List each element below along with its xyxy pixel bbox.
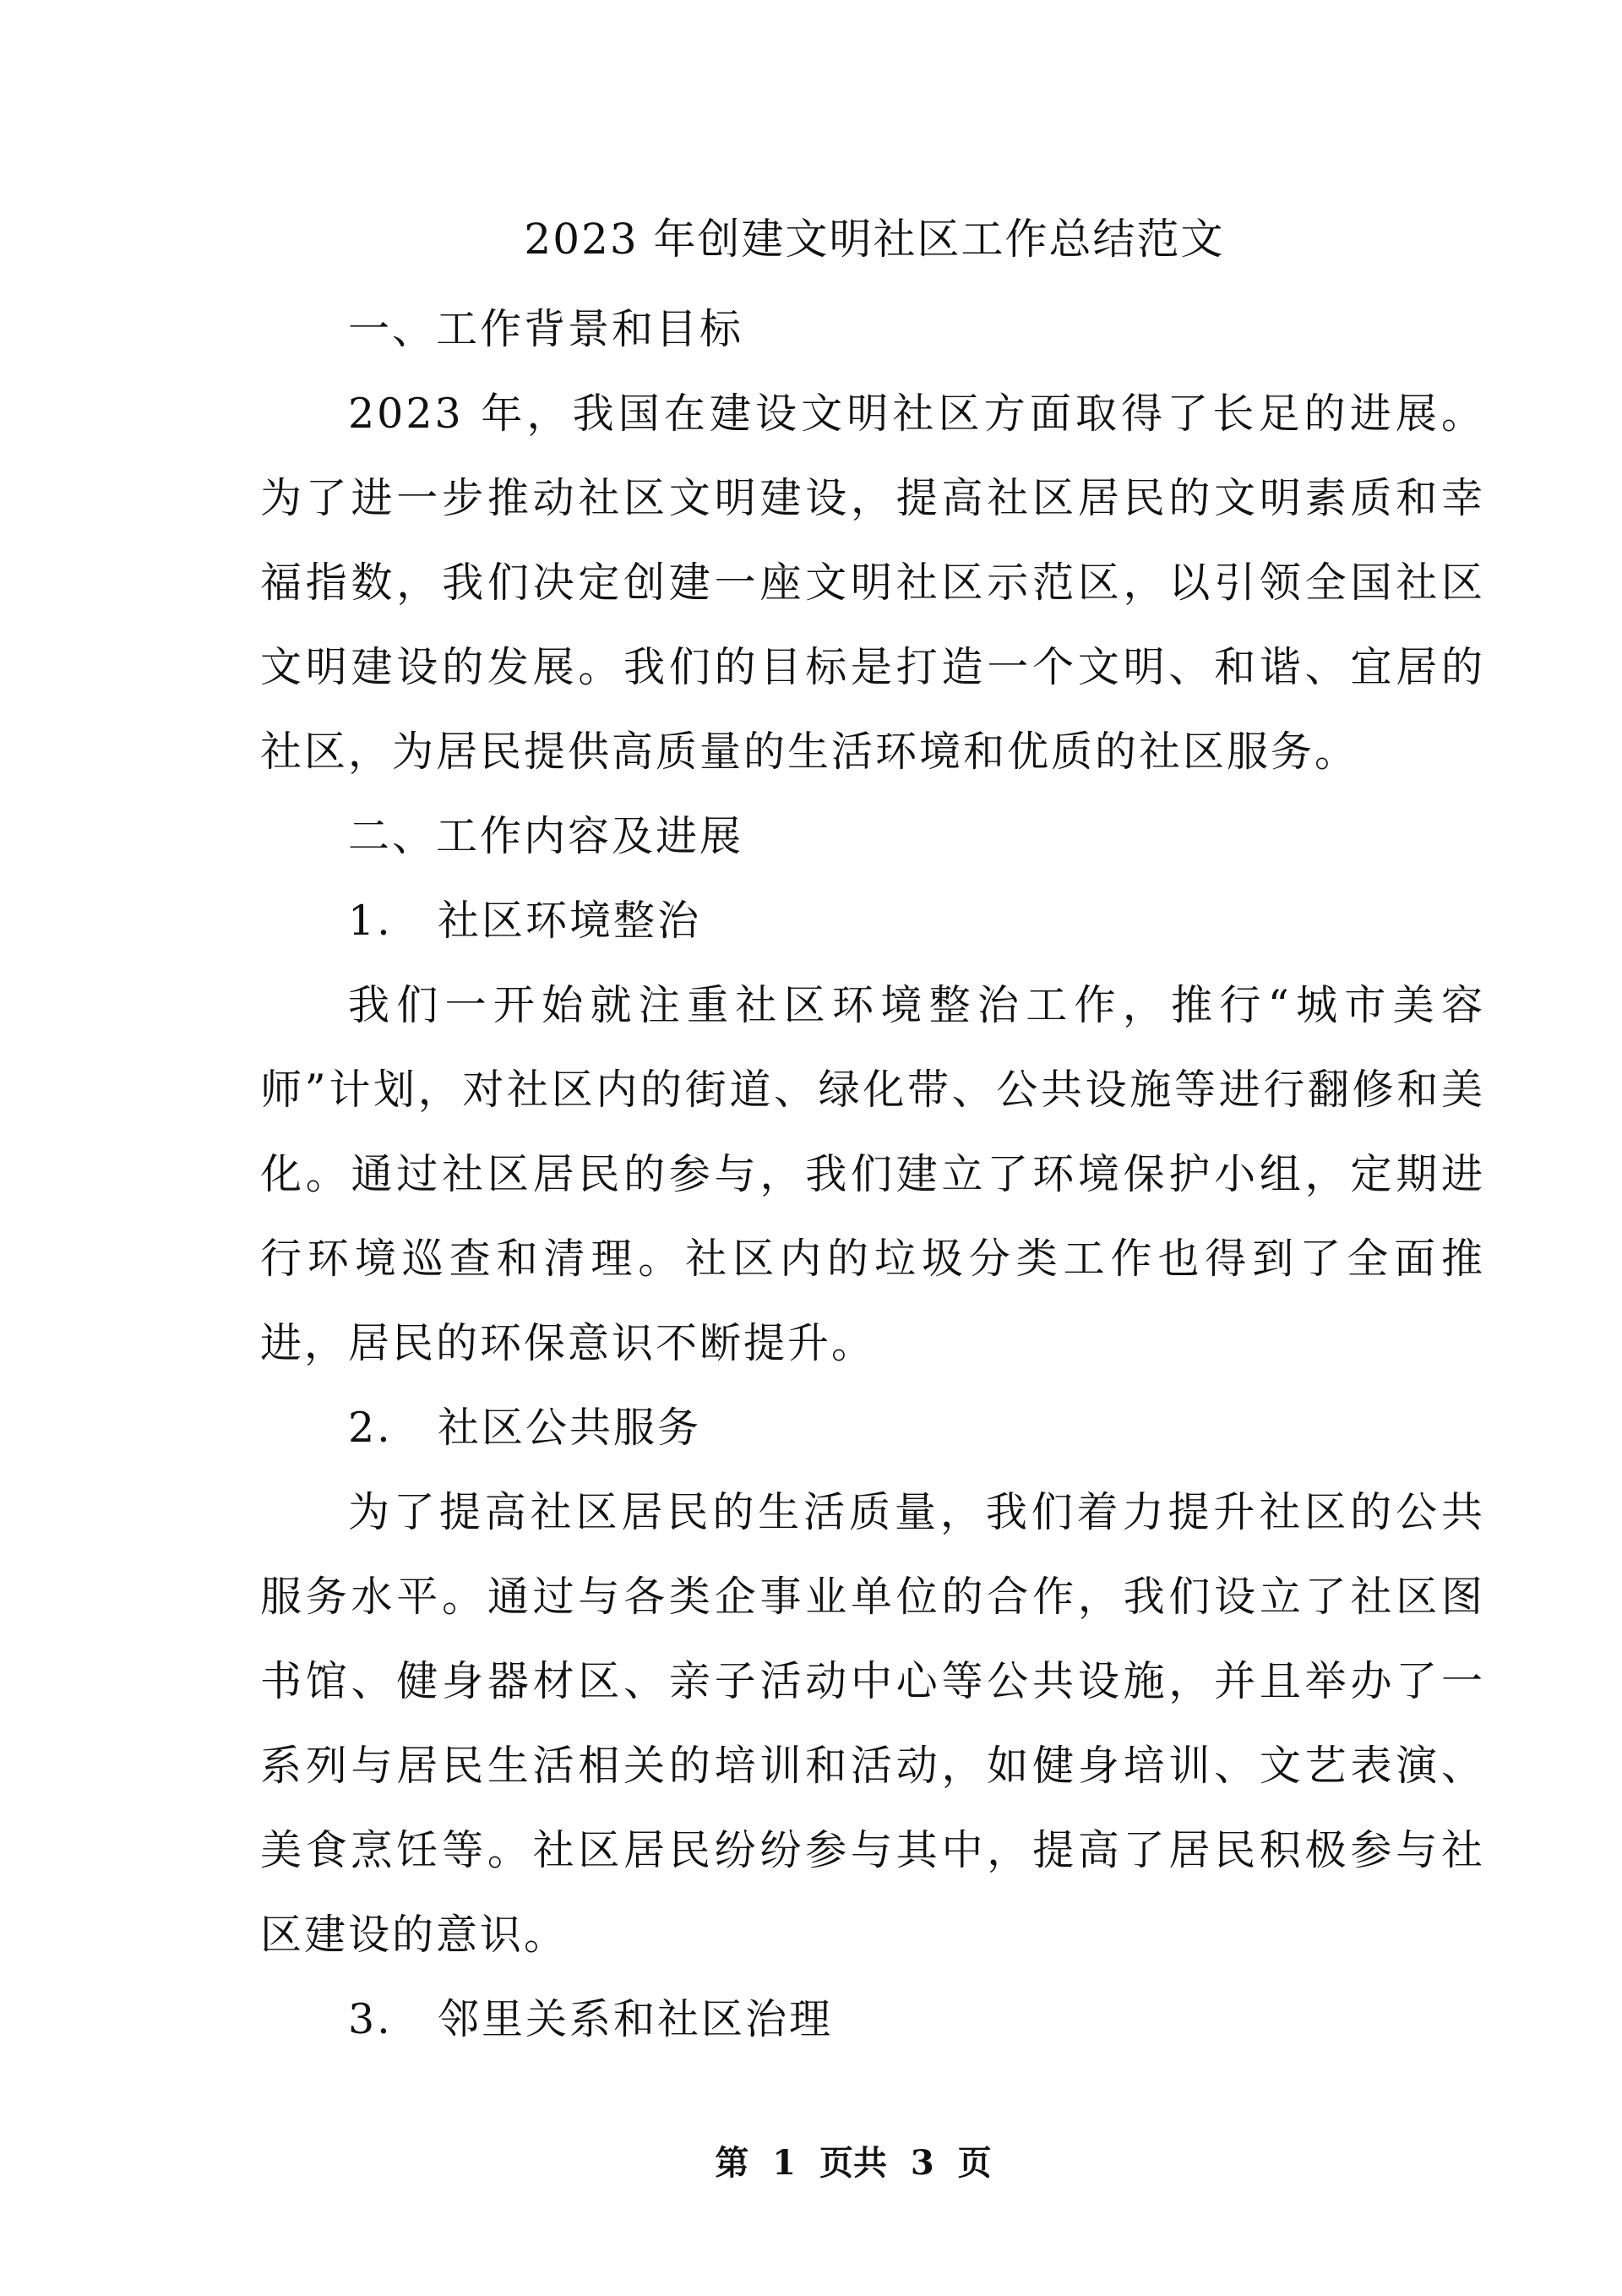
item-number: 3. [348,1995,393,2043]
item-title: 社区公共服务 [438,1404,702,1452]
subsection-heading-environment [260,879,1485,963]
document-title: 2023 年创建文明社区工作总结范文 [524,215,1225,264]
page-footer: 第 1 页共 3 页 [715,2143,992,2183]
subsection-heading-neighborhood [260,1977,1485,2062]
item-number: 2. [348,1404,393,1452]
item-title: 社区环境整治 [438,897,702,945]
paragraph-background: 2023 年，我国在建设文明社区方面取得了长足的进展。为了进一步推动社区文明建设，提高社区居民的文明素质和幸福指数，我们决定创建一座文明社区示范区，以引领全国社区文明建设的发展。我们的目标是打造一个文明、和谐、宜居的社区，为居民提供高质量的生活环境和优质的社区服务。 [260,390,1485,776]
document-body [260,287,1485,2062]
section-heading-background: 一、工作背景和目标 [348,305,744,353]
item-title: 邻里关系和社区治理 [438,1995,834,2043]
subsection-heading-public-service [260,1386,1485,1470]
item-number: 1. [348,897,393,945]
paragraph-public-service: 为了提高社区居民的生活质量，我们着力提升社区的公共服务水平。通过与各类企事业单位的合作，我们设立了社区图书馆、健身器材区、亲子活动中心等公共设施，并且举办了一系列与居民生活相关的培训和活动，如健身培训、文艺表演、美食烹饪等。社区居民纷纷参与其中，提高了居民积极参与社区建设的意识。 [260,1488,1485,1959]
paragraph-environment: 我们一开始就注重社区环境整治工作，推行“城市美容师”计划，对社区内的街道、绿化带、公共设施等进行翻修和美化。通过社区居民的参与，我们建立了环境保护小组，定期进行环境巡查和清理。社区内的垃圾分类工作也得到了全面推进，居民的环保意识不断提升。 [260,981,1485,1367]
section-heading-content: 二、工作内容及进展 [348,812,744,860]
